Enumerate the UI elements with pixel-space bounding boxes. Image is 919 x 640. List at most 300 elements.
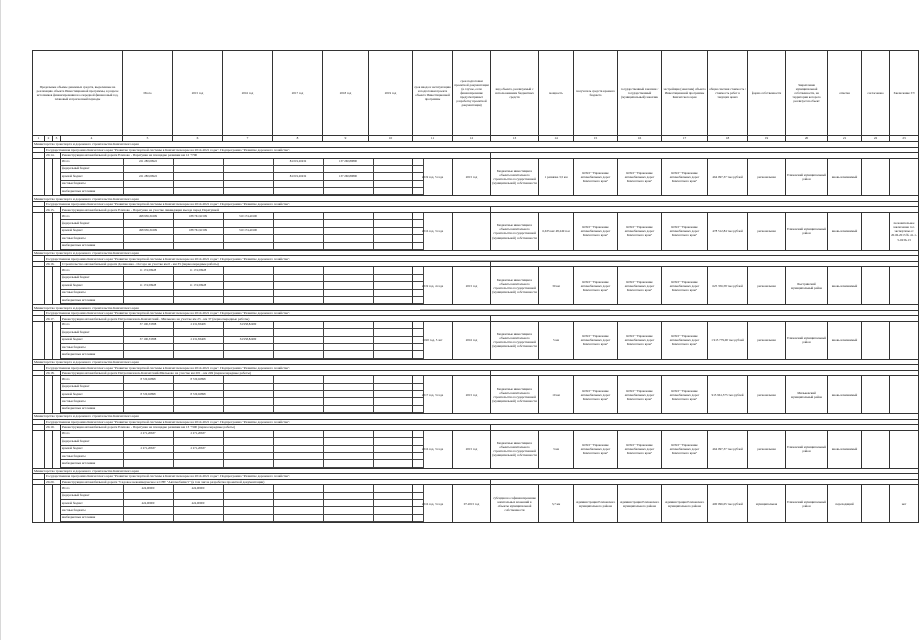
col-num: 2 xyxy=(45,136,53,142)
fund-value xyxy=(273,507,323,514)
project-ownership: региональная xyxy=(748,267,786,305)
fund-value xyxy=(223,351,273,358)
fund-value xyxy=(273,289,323,296)
project-cost: 400 096,05 тыс.рублей xyxy=(708,485,748,523)
fund-value xyxy=(123,507,173,514)
col-num: 7 xyxy=(223,136,273,142)
funding-row xyxy=(61,188,423,195)
project-agreed xyxy=(862,376,890,414)
project-recipient: КГКУ "Управление автомобильных дорог Камчатского края" xyxy=(574,267,618,305)
project-deadline: 2016 год, 3 года xyxy=(413,430,453,468)
project-recipient: КГКУ "Управление автомобильных дорог Камчатского края" xyxy=(574,430,618,468)
fund-value xyxy=(273,344,323,351)
fund-value xyxy=(323,329,373,336)
program-name: Государственная программа Камчатского края "Развитие транспортной системы в Камчатском крае на 2014-2021 годы". Подпрограмма "Развитие дорожного хозяйства". xyxy=(45,256,919,262)
fund-value xyxy=(173,159,223,166)
funding-row xyxy=(61,289,423,296)
fund-value xyxy=(173,398,223,405)
fund-value xyxy=(223,391,273,398)
funding-row xyxy=(61,452,423,459)
header-2019: 2019 год xyxy=(369,51,413,136)
fund-value xyxy=(323,242,373,249)
project-cost: 915 961,575 тыс.рублей xyxy=(708,376,748,414)
project-capacity: 5 км xyxy=(539,321,574,359)
fund-value xyxy=(323,492,373,499)
project-expertise xyxy=(890,376,919,414)
project-agreed xyxy=(862,212,890,250)
project-customer: КГКУ "Управление автомобильных дорог Камчатского края" xyxy=(618,376,662,414)
fund-value xyxy=(273,274,323,281)
fund-source-label: Итого xyxy=(61,322,123,329)
fund-value xyxy=(323,438,373,445)
fund-value xyxy=(173,329,223,336)
fund-source-label: федеральный бюджет xyxy=(61,165,123,172)
ministry-name: Министерство транспорта и дорожного строительства Камчатского края xyxy=(33,414,919,420)
fund-value xyxy=(273,376,323,383)
fund-value xyxy=(273,351,323,358)
col-num: 17 xyxy=(662,136,708,142)
project-deadline: 2020 год, 5 лет xyxy=(413,321,453,359)
fund-value xyxy=(323,344,373,351)
project-ownership: региональная xyxy=(748,321,786,359)
project-data-row xyxy=(33,321,919,359)
project-pd-term: 2015 год xyxy=(453,158,491,196)
project-expertise xyxy=(890,158,919,196)
fund-value xyxy=(173,460,223,467)
indent-cell xyxy=(33,485,45,523)
fund-value xyxy=(273,235,323,242)
funding-row xyxy=(61,267,423,274)
fund-value xyxy=(223,242,273,249)
funding-row xyxy=(61,227,423,234)
fund-value: 11 174,59928 xyxy=(123,267,173,274)
fund-source-label: внебюджетные источники xyxy=(61,296,123,303)
fund-value xyxy=(323,514,373,521)
project-mark: вновь начинаемый xyxy=(828,321,862,359)
fund-value xyxy=(173,438,223,445)
fund-source-label: федеральный бюджет xyxy=(61,329,123,336)
funding-row xyxy=(61,344,423,351)
project-data-row xyxy=(33,267,919,305)
fund-value xyxy=(173,242,223,249)
fund-value: 34 958,82480 xyxy=(223,336,273,343)
fund-value xyxy=(173,452,223,459)
header-2017: 2017 год xyxy=(273,51,323,136)
fund-value xyxy=(173,188,223,195)
project-developer: КГКУ "Управление автомобильных дорог Камчатского края" xyxy=(662,321,708,359)
funding-row xyxy=(61,173,423,180)
fund-value xyxy=(223,329,273,336)
project-district: Елизовский муниципальный район xyxy=(786,485,828,523)
fund-value: 424,00000 xyxy=(123,500,173,507)
fund-value xyxy=(123,460,173,467)
fund-value xyxy=(323,452,373,459)
indent-cell xyxy=(45,267,53,305)
col-num: 20 xyxy=(786,136,828,142)
col-num: 3 xyxy=(53,136,61,142)
funding-row xyxy=(61,492,423,499)
header-pd-term: срок подготовки проектной документации (в случае, если финансирование предусматривает разработку проектной документации) xyxy=(453,51,491,136)
fund-source-label: внебюджетные источники xyxy=(61,514,123,521)
fund-value xyxy=(323,431,373,438)
indent-cell xyxy=(33,158,45,196)
project-number: 20.17. xyxy=(45,316,61,322)
fund-value xyxy=(273,438,323,445)
fund-value xyxy=(173,296,223,303)
fund-value xyxy=(123,235,173,242)
fund-value xyxy=(123,242,173,249)
col-num: 13 xyxy=(491,136,539,142)
fund-source-label: внебюджетные источники xyxy=(61,460,123,467)
funding-row xyxy=(61,376,423,383)
fund-source-label: Итого xyxy=(61,431,123,438)
funding-row xyxy=(61,507,423,514)
fund-value xyxy=(173,351,223,358)
fund-value xyxy=(223,452,273,459)
fund-value xyxy=(223,159,273,166)
project-kind: Бюджетные инвестиции в объекты капитального строительства государственной (муниципальной) собственности xyxy=(491,267,539,305)
project-district: Быстринский муниципальный район xyxy=(786,267,828,305)
fund-value xyxy=(223,267,273,274)
fund-value: 37 190,53388 xyxy=(123,322,173,329)
fund-value xyxy=(123,344,173,351)
fund-value xyxy=(123,405,173,412)
fund-value xyxy=(123,398,173,405)
fund-value xyxy=(123,180,173,187)
project-customer: КГКУ "Управление автомобильных дорог Камчатского края" xyxy=(618,321,662,359)
project-mark: вновь начинаемый xyxy=(828,267,862,305)
project-expertise xyxy=(890,321,919,359)
project-agreed xyxy=(862,321,890,359)
fund-value xyxy=(173,173,223,180)
ministry-name: Министерство транспорта и дорожного строительства Камчатского края xyxy=(33,142,919,148)
fund-value xyxy=(323,296,373,303)
fund-value xyxy=(323,227,373,234)
fund-source-label: местные бюджеты xyxy=(61,180,123,187)
fund-value: 37 190,53388 xyxy=(123,336,173,343)
fund-value: 8 720,92898 xyxy=(123,391,173,398)
funding-row xyxy=(61,282,423,289)
col-num: 16 xyxy=(618,136,662,142)
fund-value xyxy=(273,213,323,220)
fund-value xyxy=(323,507,373,514)
funding-row xyxy=(61,431,423,438)
project-mark: вновь начинаемый xyxy=(828,430,862,468)
ministry-name: Министерство транспорта и дорожного строительства Камчатского края xyxy=(33,305,919,311)
funding-table xyxy=(61,322,424,359)
fund-value xyxy=(273,165,323,172)
fund-value xyxy=(223,376,273,383)
project-recipient: КГКУ "Управление автомобильных дорог Камчатского края" xyxy=(574,158,618,196)
project-customer: КГКУ "Управление автомобильных дорог Камчатского края" xyxy=(618,158,662,196)
fund-value xyxy=(273,282,323,289)
fund-value xyxy=(223,431,273,438)
project-cost: 1 915 779,00 тыс.рублей xyxy=(708,321,748,359)
header-ownership: форма собственности xyxy=(748,51,786,136)
project-pd-term: 07.2015 год xyxy=(453,485,491,523)
ministry-name: Министерство транспорта и дорожного строительства Камчатского края xyxy=(33,468,919,474)
fund-value: 11 174,59928 xyxy=(173,282,223,289)
fund-source-label: краевой бюджет xyxy=(61,282,123,289)
funding-row xyxy=(61,242,423,249)
fund-value xyxy=(273,336,323,343)
fund-value: 137 260,89890 xyxy=(323,159,373,166)
project-customer: КГКУ "Управление автомобильных дорог Камчатского края" xyxy=(618,212,662,250)
fund-value xyxy=(123,296,173,303)
fund-value xyxy=(273,452,323,459)
fund-value xyxy=(273,514,323,521)
fund-value: 2 271,20637 xyxy=(173,431,223,438)
project-capacity: 3 км xyxy=(539,430,574,468)
funding-row xyxy=(61,438,423,445)
col-num: 10 xyxy=(369,136,413,142)
fund-value xyxy=(273,500,323,507)
fund-value xyxy=(323,235,373,242)
project-pd-term: 2016 год xyxy=(453,321,491,359)
header-expertise: Заключение ГЭ xyxy=(890,51,919,136)
fund-value xyxy=(273,322,323,329)
fund-source-label: федеральный бюджет xyxy=(61,220,123,227)
project-kind: Бюджетные инвестиции в объекты капитального строительства государственной (муниципальной) собственности xyxy=(491,376,539,414)
project-district: Елизовский муниципальный район xyxy=(786,321,828,359)
fund-value xyxy=(173,492,223,499)
fund-value xyxy=(223,220,273,227)
fund-value xyxy=(123,452,173,459)
fund-value xyxy=(273,391,323,398)
fund-value xyxy=(223,514,273,521)
project-number: 20.16. xyxy=(45,261,61,267)
funding-block xyxy=(61,158,413,196)
funding-table xyxy=(61,267,424,304)
fund-value xyxy=(173,220,223,227)
indent-cell xyxy=(33,430,45,468)
project-capacity: 30 км xyxy=(539,267,574,305)
project-ownership: региональная xyxy=(748,212,786,250)
project-mark: вновь начинаемый xyxy=(828,158,862,196)
project-developer: Администрация Елизовского муниципального района xyxy=(662,485,708,523)
fund-value xyxy=(223,274,273,281)
fund-source-label: краевой бюджет xyxy=(61,227,123,234)
funding-table xyxy=(61,213,424,250)
fund-value xyxy=(123,289,173,296)
project-name: Реконструкция автомобильной дороги Елизово - Паратунка на площадке развязки км 12 +700 xyxy=(61,153,491,159)
funding-row xyxy=(61,485,423,492)
project-pd-term: 2015 год xyxy=(453,267,491,305)
indent-cell xyxy=(53,267,61,305)
fund-value xyxy=(223,492,273,499)
fund-value xyxy=(223,165,273,172)
funding-block xyxy=(61,267,413,305)
project-name: Реконструкция автомобильной дороги "Садовое некоммерческое и СНТ "Автомобилист" (в том числе разработка проектной документации) xyxy=(61,479,491,485)
project-name: Реконструкция автомобильной дороги Елизово - Паратунка на участке ликвидации въезда перед Паратункой xyxy=(61,207,491,213)
fund-value xyxy=(223,500,273,507)
fund-value xyxy=(223,180,273,187)
funding-row xyxy=(61,180,423,187)
fund-value: 34 958,82480 xyxy=(223,322,273,329)
header-mark: отметка xyxy=(828,51,862,136)
fund-value: 2 271,20637 xyxy=(123,431,173,438)
investment-program-table xyxy=(32,50,919,523)
col-num: 6 xyxy=(173,136,223,142)
col-num: 9 xyxy=(323,136,369,142)
fund-value xyxy=(273,180,323,187)
fund-value: 84 019,20432 xyxy=(273,159,323,166)
col-num: 22 xyxy=(862,136,890,142)
funding-row xyxy=(61,398,423,405)
fund-source-label: местные бюджеты xyxy=(61,452,123,459)
fund-source-label: Итого xyxy=(61,267,123,274)
fund-value xyxy=(123,514,173,521)
col-num: 8 xyxy=(273,136,323,142)
fund-value xyxy=(223,289,273,296)
project-deadline: 2017 год, 3 года xyxy=(413,376,453,414)
fund-source-label: федеральный бюджет xyxy=(61,438,123,445)
fund-value xyxy=(273,296,323,303)
project-expertise: нет xyxy=(890,485,919,523)
fund-value: 2 271,20637 xyxy=(123,445,173,452)
indent-cell xyxy=(45,158,53,196)
fund-value: 137 260,89890 xyxy=(323,173,373,180)
funding-row xyxy=(61,329,423,336)
project-recipient: КГКУ "Управление автомобильных дорог Камчатского края" xyxy=(574,376,618,414)
project-recipient: Администрация Елизовского муниципального района xyxy=(574,485,618,523)
fund-value xyxy=(323,220,373,227)
project-district: Мильковский муниципальный район xyxy=(786,376,828,414)
project-data-row xyxy=(33,158,919,196)
fund-value: 221 280,09922 xyxy=(123,173,173,180)
project-district: Елизовский муниципальный район xyxy=(786,430,828,468)
header-capacity: мощность xyxy=(539,51,574,136)
fund-value xyxy=(273,485,323,492)
fund-value xyxy=(123,188,173,195)
project-customer: КГКУ "Управление автомобильных дорог Камчатского края" xyxy=(618,430,662,468)
fund-source-label: местные бюджеты xyxy=(61,235,123,242)
fund-value xyxy=(223,383,273,390)
fund-value xyxy=(273,188,323,195)
header-district: Закрепление муниципальной собственности, на территории которого реализуется объект xyxy=(786,51,828,136)
fund-source-label: краевой бюджет xyxy=(61,173,123,180)
fund-value xyxy=(223,282,273,289)
fund-source-label: Итого xyxy=(61,159,123,166)
header-developer: застройщик (заказчик) объекта Инвестиционной программы Камчатского края xyxy=(662,51,708,136)
fund-value: 310 174,40100 xyxy=(223,227,273,234)
col-num: 18 xyxy=(708,136,748,142)
indent-cell xyxy=(53,430,61,468)
project-expertise xyxy=(890,430,919,468)
indent-cell xyxy=(33,376,45,414)
project-cost: 464 097,37 тыс.рублей xyxy=(708,430,748,468)
fund-value xyxy=(273,398,323,405)
indent-cell xyxy=(45,376,53,414)
projects-body xyxy=(33,142,919,523)
project-pd-term: 2015 год xyxy=(453,430,491,468)
project-data-row xyxy=(33,212,919,250)
fund-value: 2 271,20637 xyxy=(173,445,223,452)
fund-value xyxy=(323,282,373,289)
fund-value xyxy=(173,514,223,521)
project-agreed xyxy=(862,485,890,523)
fund-value xyxy=(273,267,323,274)
header-row xyxy=(33,51,919,136)
funding-block xyxy=(61,376,413,414)
project-recipient: КГКУ "Управление автомобильных дорог Камчатского края" xyxy=(574,321,618,359)
fund-value xyxy=(123,438,173,445)
funding-row xyxy=(61,213,423,220)
fund-value xyxy=(323,445,373,452)
project-mark: переходящий xyxy=(828,485,862,523)
header-deadline: срок ввода в эксплуатацию и подготовки проекта объекта Инвестиционной программы xyxy=(413,51,453,136)
project-agreed xyxy=(862,158,890,196)
fund-value xyxy=(223,344,273,351)
project-ownership: региональная xyxy=(748,430,786,468)
fund-value xyxy=(323,289,373,296)
project-kind: Бюджетные инвестиции в объекты капитального строительства государственной (муниципальной) собственности xyxy=(491,212,539,250)
project-cost: 625 356,58 тыс.рублей xyxy=(708,267,748,305)
project-developer: КГКУ "Управление автомобильных дорог Камчатского края" xyxy=(662,212,708,250)
funding-row xyxy=(61,165,423,172)
program-name: Государственная программа Камчатского края "Развитие транспортной системы в Камчатском крае на 2014-2021 годы". Подпрограмма "Развитие дорожного хозяйства". xyxy=(45,474,919,480)
funding-block xyxy=(61,321,413,359)
header-total: Итого xyxy=(123,51,173,136)
indent-cell xyxy=(53,158,61,196)
fund-value xyxy=(323,274,373,281)
program-name: Государственная программа Камчатского края "Развитие транспортной системы в Камчатском крае на 2014-2021 годы". Подпрограмма "Развитие дорожного хозяйства". xyxy=(45,419,919,425)
project-name: Реконструкция автомобильной дороги Петропавловск-Камчатский - Мильково на участке км 23 - км 37 (первоочередные работы) xyxy=(61,316,491,322)
header-recipient: получатель средств краевого бюджета xyxy=(574,51,618,136)
project-customer: Администрация Елизовского муниципального района xyxy=(618,485,662,523)
funding-table xyxy=(61,431,424,468)
project-pd-term: 2015 год xyxy=(453,376,491,414)
fund-source-label: краевой бюджет xyxy=(61,336,123,343)
fund-value xyxy=(323,188,373,195)
project-number: 20.20. xyxy=(45,479,61,485)
fund-source-label: Итого xyxy=(61,376,123,383)
fund-source-label: местные бюджеты xyxy=(61,344,123,351)
fund-value xyxy=(273,431,323,438)
fund-value xyxy=(223,296,273,303)
fund-source-label: краевой бюджет xyxy=(61,500,123,507)
project-ownership: региональная xyxy=(748,158,786,196)
fund-source-label: внебюджетные источники xyxy=(61,351,123,358)
fund-value xyxy=(273,383,323,390)
scan-artifact xyxy=(420,309,610,310)
project-developer: КГКУ "Управление автомобильных дорог Камчатского края" xyxy=(662,158,708,196)
indent-cell xyxy=(45,212,53,250)
ministry-name: Министерство транспорта и дорожного строительства Камчатского края xyxy=(33,250,919,256)
header-customer: государственный заказчик / государственный (муниципальный) заказчик xyxy=(618,51,662,136)
project-expertise: положительное заключение гос. экспертизы от 20.06.2013 № 41-1-5-0236-13 xyxy=(890,212,919,250)
fund-value xyxy=(173,274,223,281)
fund-value xyxy=(223,188,273,195)
project-number: 20.15. xyxy=(45,207,61,213)
project-data-row xyxy=(33,485,919,523)
project-mark: вновь начинаемый xyxy=(828,376,862,414)
col-num: 4 xyxy=(61,136,123,142)
project-kind: Бюджетные инвестиции в объекты капитального строительства государственной (муниципальной) собственности xyxy=(491,430,539,468)
project-developer: КГКУ "Управление автомобильных дорог Камчатского края" xyxy=(662,430,708,468)
funding-row xyxy=(61,391,423,398)
fund-value xyxy=(273,460,323,467)
fund-value xyxy=(123,274,173,281)
header-2016: 2016 год xyxy=(223,51,273,136)
fund-source-label: краевой бюджет xyxy=(61,445,123,452)
col-num: 19 xyxy=(748,136,786,142)
project-cost: 464 097,37 тыс.рублей xyxy=(708,158,748,196)
funding-block xyxy=(61,485,413,523)
header-2015: 2015 год xyxy=(173,51,223,136)
project-number: 20.18. xyxy=(45,370,61,376)
fund-value: 11 174,59928 xyxy=(173,267,223,274)
